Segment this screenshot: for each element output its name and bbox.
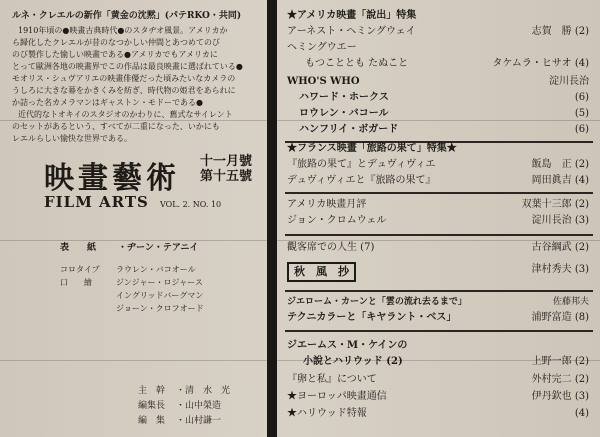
toc-entry: アメリカ映畫月評 双葉十三郎 (2) [287,199,589,210]
intro-line: モオリス・シュヴアリエの映畫俳優だった頃みたいなカメラの [12,74,236,83]
staff-role: 編集長 [138,401,166,411]
section-rule [285,192,593,194]
toc-entry: 秋 風 抄 津村秀夫 (3) [287,262,591,282]
staff-name: ・山中榮造 [176,401,222,411]
english-title: FILM ARTS [44,193,149,211]
toc-entry: ロウレン・バコール (5) [299,108,589,119]
toc-section-heading: ★アメリカ映畫「說出」特集 [287,10,417,21]
volume-number: VOL. 2. NO. 10 [160,200,222,209]
toc-entry: 『卵と私』について 外村完二 (2) [287,374,589,385]
toc-entry: ジエローム・カーンと「雲の流れ去るまで」 佐藤邦夫 [287,297,589,307]
column-divider [267,0,277,437]
intro-line: レエルらしい愉快な世界である。 [12,134,132,143]
left-column [0,0,265,437]
toc-entry: ヘミングウエー [287,42,357,53]
toc-entry: ★ハリウッド特報 (4) [287,408,589,419]
toc-entry: テクニカラーと「キヤラント・ベス」 浦野富造 (8) [287,312,589,323]
toc-entry: デュヴィヴィエと『旅路の果て』 岡田眞吉 (4) [287,175,589,186]
toc-entry: ジョン・クロムウェル 淀川長治 (3) [287,215,589,226]
intro-line: のセットがあるという、すべてが二重になった、いかにも [12,122,220,131]
toc-entry: ハンフリイ・ボガード (6) [299,124,589,135]
section-rule [285,330,593,332]
frontis-item: ジョーン・クロフオード [116,304,204,313]
intro-line: ルネ・クレエルの新作「黄金の沈黙」(パテRKO・共同) [12,11,242,21]
toc-entry: WHO'S WHO 淀川長治 [287,76,589,87]
staff-role: 編 集 [138,416,166,426]
intro-line: か詰った名カメラマンはギャストン・モドーである● [12,98,203,107]
toc-entry: アーネスト・ヘミングウェイ 志賀 勝 (2) [287,26,589,37]
frontis-item: ジンジャー・ロジャース [116,278,203,287]
toc-entry: ハワード・ホークス (6) [299,92,589,103]
toc-section-heading: ★フランス映畫「旅路の果て」特集★ [287,143,457,154]
intro-line: のび製作した愉しい映畫である●アメリカでもアメリカに [12,50,218,59]
magazine-title: 映畫藝術 [44,161,180,196]
cover-label: 表 紙 [60,243,97,253]
intro-line: 1910年頃の●映畫古典時代●のスタヂオ風景。アメリカか [18,26,228,35]
section-rule [285,234,593,236]
staff-name: ・山村謙一 [176,416,222,426]
toc-entry: もつこととも たぬこと タケムラ・ヒサオ (4) [305,58,589,69]
toc-entry: ★ヨーロッパ映畫通信 伊丹欽也 (3) [287,391,589,402]
intro-line: うしろに大きな幕をかきくみを紡ぎ、時代物の姫君をあられに [12,86,236,95]
issue-month: 十一月號 [200,154,253,169]
toc-entry: 『旅路の果て』とデュヴィヴィエ 飯島 正 (2) [287,159,589,170]
frontis-label: コロタイプ [60,265,100,274]
staff-name: ・清 水 光 [176,386,231,396]
cover-value: ・ヂーン・テアニイ [118,243,199,253]
intro-line: 近代的なトオキイのスタジオのかわりに、舊式なサイレント [18,110,233,119]
frontis-item: ラウレン・バコオール [116,265,196,274]
issue-number: 第十五號 [200,169,253,184]
intro-line: とって歐洲各地の映畫界でこの作品は最良映畫に選ばれている● [12,62,243,71]
table-of-contents [279,0,600,437]
toc-entry: ジエームス・M・ケインの [287,340,408,351]
toc-entry: 觀客席での人生 (7) 古谷綱武 (2) [287,242,589,253]
section-rule [285,290,593,292]
intro-line: ら歸化したクレエルが昔のなつかしい仲間とあつめてのび [12,38,220,47]
frontis-label: 口 繪 [60,278,92,287]
toc-entry: 小說とハリウッド (2) 上野一郎 (2) [303,356,589,367]
staff-role: 主 幹 [138,386,166,396]
frontis-item: イングリッドバーグマン [116,291,204,300]
